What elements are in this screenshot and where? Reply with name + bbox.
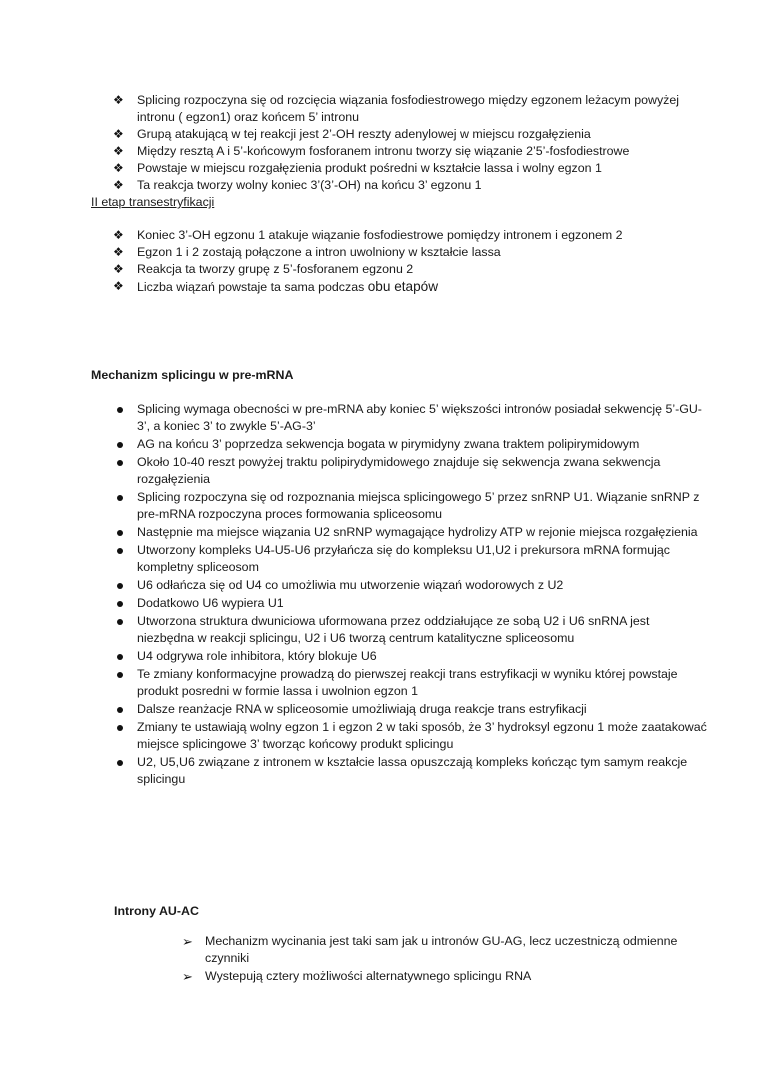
bullet-dot-icon	[117, 654, 123, 660]
etap2-list	[113, 227, 717, 296]
list-item: ❖ Egzon 1 i 2 zostają połączone a intron uwolniony w kształcie lassa	[113, 245, 501, 259]
list-item: Te zmiany konformacyjne prowadzą do pierwszej reakcji trans estryfikacji w wyniku której powstaje produkt posredni w formie lassa i uwolnion egzon 1	[137, 666, 709, 700]
bullet-dot-icon	[117, 407, 123, 413]
list-item: ❖ Między resztą A i 5’-końcowym fosforanem intronu tworzy się wiązanie 2’5’-fosfodiestrowe	[113, 144, 630, 158]
list-item: ➢ Wystepują cztery możliwości alternatywnego splicingu RNA	[182, 969, 532, 984]
list-item: Około 10-40 reszt powyżej traktu polipirydymidowego znajduje się sekwencja zwana sekwencja rozgałęzienia	[137, 454, 709, 488]
bullet-dot-icon	[117, 495, 123, 501]
list-item: Splicing wymaga obecności w pre-mRNA aby koniec 5’ większości intronów posiadał sekwencję 5’-GU-3’, a koniec 3’ to zwykle 5’-AG-3’	[137, 401, 709, 435]
bullet-dot-icon	[117, 619, 123, 625]
list-item: ❖ Liczba wiązań powstaje ta sama podczas obu etapów	[113, 279, 439, 294]
diamond-bullet-icon: ❖	[113, 279, 124, 293]
list-item: U6 odłańcza się od U4 co umożliwia mu utworzenie wiązań wodorowych z U2	[137, 577, 709, 594]
list-item: Splicing rozpoczyna się od rozpoznania miejsca splicingowego 5’ przez snRNP U1. Wiązanie snRNP z pre-mRNA rozpoczyna proces formowania spliceosomu	[137, 489, 709, 523]
diamond-bullet-icon: ❖	[113, 262, 124, 276]
bullet-dot-icon	[117, 672, 123, 678]
list-item: Zmiany te ustawiają wolny egzon 1 i egzon 2 w taki sposób, że 3’ hydroksyl egzonu 1 może zaatakować miejsce splicingowe 3’ tworząc końcowy produkt splicingu	[137, 719, 709, 753]
diamond-bullet-icon: ❖	[113, 144, 124, 158]
list-item: U2, U5,U6 związane z intronem w kształcie lassa opuszczają kompleks kończąc tym samym reakcje splicingu	[137, 754, 709, 788]
arrow-bullet-icon: ➢	[182, 934, 193, 949]
etap2-heading: II etap transestryfikacji	[91, 195, 215, 209]
diamond-bullet-icon: ❖	[113, 127, 124, 141]
list-item: AG na końcu 3’ poprzedza sekwencja bogata w pirymidyny zwana traktem polipirymidowym	[137, 436, 709, 453]
diamond-bullet-icon: ❖	[113, 93, 124, 107]
list-item: Dodatkowo U6 wypiera U1	[137, 595, 709, 612]
list-item: ❖ Koniec 3’-OH egzonu 1 atakuje wiązanie fosfodiestrowe pomiędzy intronem i egzonem 2	[113, 228, 623, 242]
etap1-list	[113, 92, 717, 194]
list-item: ❖ Powstaje w miejscu rozgałęzienia produkt pośredni w kształcie lassa i wolny egzon 1	[113, 161, 602, 175]
mechanizm-heading: Mechanizm splicingu w pre-mRNA	[91, 368, 294, 382]
mechanizm-list	[137, 401, 709, 789]
list-item: Następnie ma miejsce wiązania U2 snRNP wymagające hydrolizy ATP w rejonie miejsca rozgałęzienia	[137, 524, 709, 541]
diamond-bullet-icon: ❖	[113, 228, 124, 242]
bullet-dot-icon	[117, 583, 123, 589]
arrow-bullet-icon: ➢	[182, 969, 193, 984]
bullet-dot-icon	[117, 601, 123, 607]
list-item: ➢ Mechanizm wycinania jest taki sam jak u intronów GU-AG, lecz uczestniczą odmienne czynniki	[182, 934, 678, 965]
list-item: ❖ Grupą atakującą w tej reakcji jest 2’-OH reszty adenylowej w miejscu rozgałęzienia	[113, 127, 591, 141]
diamond-bullet-icon: ❖	[113, 178, 124, 192]
introny-list	[182, 933, 705, 986]
bullet-dot-icon	[117, 760, 123, 766]
bullet-dot-icon	[117, 530, 123, 536]
list-item: U4 odgrywa role inhibitora, który blokuje U6	[137, 648, 709, 665]
bullet-dot-icon	[117, 725, 123, 731]
list-item: Dalsze reanżacje RNA w spliceosomie umożliwiają druga reakcje trans estryfikacji	[137, 701, 709, 718]
diamond-bullet-icon: ❖	[113, 161, 124, 175]
list-item: ❖ Splicing rozpoczyna się od rozcięcia wiązania fosfodiestrowego między egzonem leżacym powyżej intronu ( egzon1) oraz końcem 5’ intronu	[113, 93, 680, 124]
introny-heading: Introny AU-AC	[114, 904, 199, 918]
bullet-dot-icon	[117, 548, 123, 554]
list-item: ❖ Reakcja ta tworzy grupę z 5’-fosforanem egzonu 2	[113, 262, 414, 276]
bullet-dot-icon	[117, 442, 123, 448]
bullet-dot-icon	[117, 707, 123, 713]
list-item: Utworzony kompleks U4-U5-U6 przyłańcza się do kompleksu U1,U2 i prekursora mRNA formując kompletny spliceosom	[137, 542, 709, 576]
bullet-dot-icon	[117, 460, 123, 466]
diamond-bullet-icon: ❖	[113, 245, 124, 259]
list-item: ❖ Ta reakcja tworzy wolny koniec 3’(3’-OH) na końcu 3’ egzonu 1	[113, 178, 482, 192]
list-item: Utworzona struktura dwuniciowa uformowana przez oddziałujące ze sobą U2 i U6 snRNA jest niezbędna w reakcji splicingu, U2 i U6 tworzą centrum katalityczne spliceosomu	[137, 613, 709, 647]
